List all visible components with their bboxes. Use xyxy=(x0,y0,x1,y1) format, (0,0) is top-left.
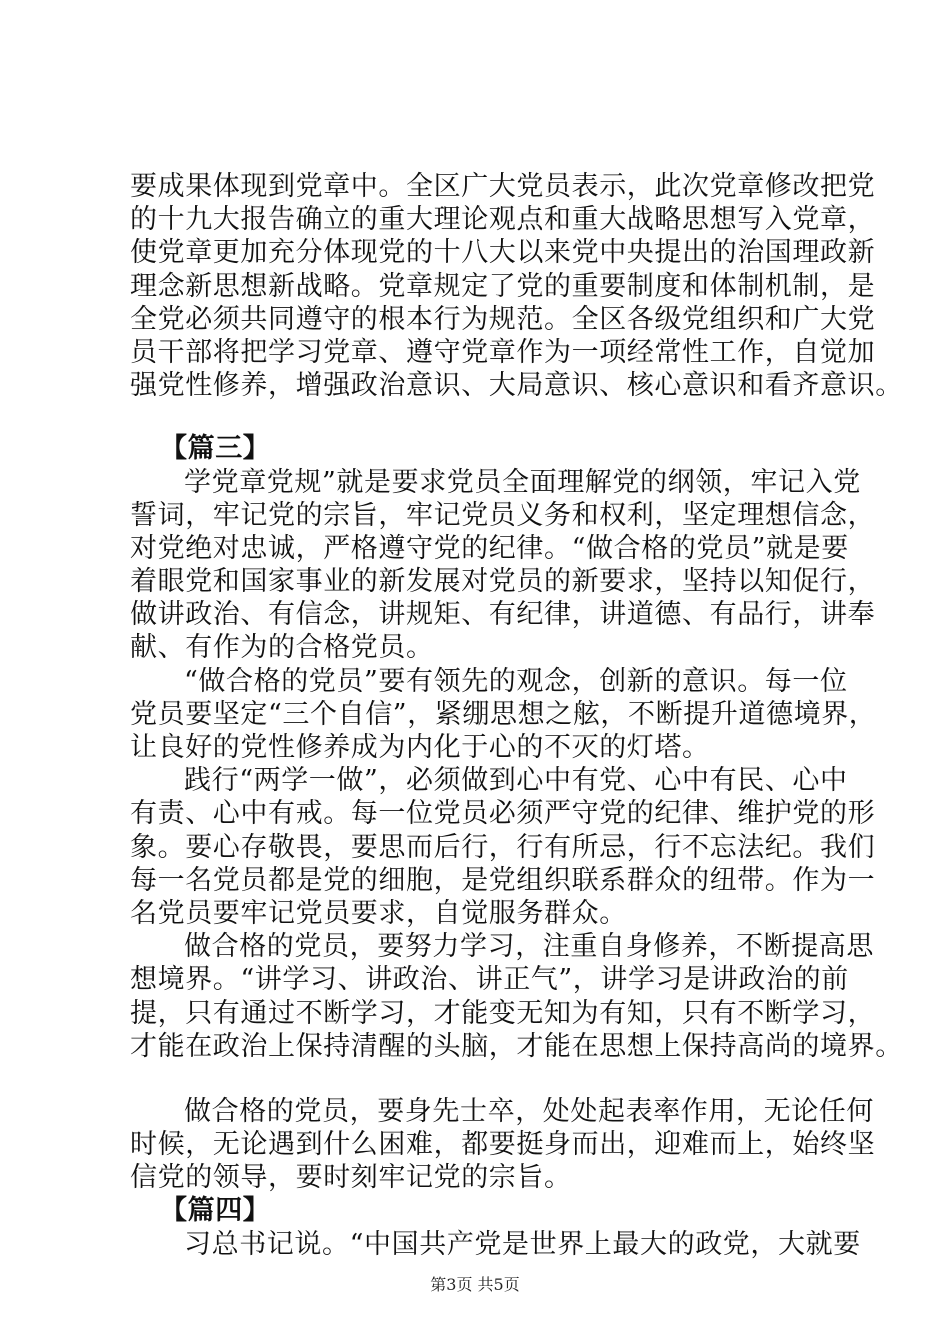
text-line: 才能在政治上保持清醒的头脑，才能在思想上保持高尚的境界。 xyxy=(130,1030,903,1062)
text-line: 名党员要牢记党员要求，自觉服务群众。 xyxy=(130,897,627,929)
text-line: 使党章更加充分体现党的十八大以来党中央提出的治国理政新 xyxy=(130,237,876,269)
text-line: 想境界。“讲学习、讲政治、讲正气”，讲学习是讲政治的前 xyxy=(130,964,849,996)
text-line: 全党必须共同遵守的根本行为规范。全区各级党组织和广大党 xyxy=(130,303,876,335)
text-line: 的十九大报告确立的重大理论观点和重大战略思想写入党章， xyxy=(130,204,876,236)
document-body xyxy=(130,170,903,1261)
text-line: 誓词，牢记党的宗旨，牢记党员义务和权利，坚定理想信念， xyxy=(130,499,876,531)
paragraph-continued xyxy=(130,170,903,402)
text-line: 提，只有通过不断学习，才能变无知为有知，只有不断学习， xyxy=(130,997,876,1029)
text-line: 有责、心中有戒。每一位党员必须严守党的纪律、维护党的形 xyxy=(130,798,876,830)
text-line: 每一名党员都是党的细胞，是党组织联系群众的纽带。作为一 xyxy=(130,864,876,896)
text-line: 理念新思想新战略。党章规定了党的重要制度和体制机制，是 xyxy=(130,270,876,302)
paragraph-5 xyxy=(130,1095,876,1195)
text-line: 象。要心存敬畏，要思而后行，行有所忌，行不忘法纪。我们 xyxy=(130,831,876,863)
text-line: 要成果体现到党章中。全区广大党员表示，此次党章修改把党 xyxy=(130,171,876,202)
text-line: 献、有作为的合格党员。 xyxy=(130,632,434,664)
text-line: 对党绝对忠诚，严格遵守党的纪律。“做合格的党员”就是要 xyxy=(130,532,849,564)
text-line: 党员要坚定“三个自信”，紧绷思想之舷，不断提升道德境界， xyxy=(130,698,877,730)
paragraph-6 xyxy=(130,1228,861,1261)
section-heading-4: 【篇四】 xyxy=(160,1195,271,1227)
paragraph-4 xyxy=(130,930,903,1063)
text-line: 时候，无论遇到什么困难，都要挺身而出，迎难而上，始终坚 xyxy=(130,1129,876,1161)
paragraph-2 xyxy=(130,665,877,765)
text-line: 做合格的党员，要努力学习，注重自身修养，不断提高思 xyxy=(184,931,874,963)
text-line: 着眼党和国家事业的新发展对党员的新要求，坚持以知促行， xyxy=(130,566,876,598)
text-line: “做合格的党员”要有领先的观念，创新的意识。每一位 xyxy=(184,665,848,697)
text-line: 习总书记说。“中国共产党是世界上最大的政党，大就要 xyxy=(184,1228,861,1260)
text-line: 员干部将把学习党章、遵守党章作为一项经常性工作，自觉加 xyxy=(130,336,876,368)
section-heading-3: 【篇三】 xyxy=(160,433,271,465)
page-footer: 第3页 共5页 xyxy=(430,1275,520,1294)
paragraph-1 xyxy=(130,466,876,665)
text-line: 践行“两学一做”，必须做到心中有党、心中有民、心中 xyxy=(184,765,848,797)
text-line: 学党章党规”就是要求党员全面理解党的纲领，牢记入党 xyxy=(184,466,861,498)
paragraph-3 xyxy=(130,764,876,930)
text-line: 做讲政治、有信念，讲规矩、有纪律，讲道德、有品行，讲奉 xyxy=(130,599,876,631)
text-line: 让良好的党性修养成为内化于心的不灭的灯塔。 xyxy=(130,732,710,763)
text-line: 强党性修养，增强政治意识、大局意识、核心意识和看齐意识。 xyxy=(130,370,903,402)
text-line: 做合格的党员，要身先士卒，处处起表率作用，无论任何 xyxy=(184,1095,874,1127)
text-line: 信党的领导，要时刻牢记党的宗旨。 xyxy=(130,1162,572,1194)
